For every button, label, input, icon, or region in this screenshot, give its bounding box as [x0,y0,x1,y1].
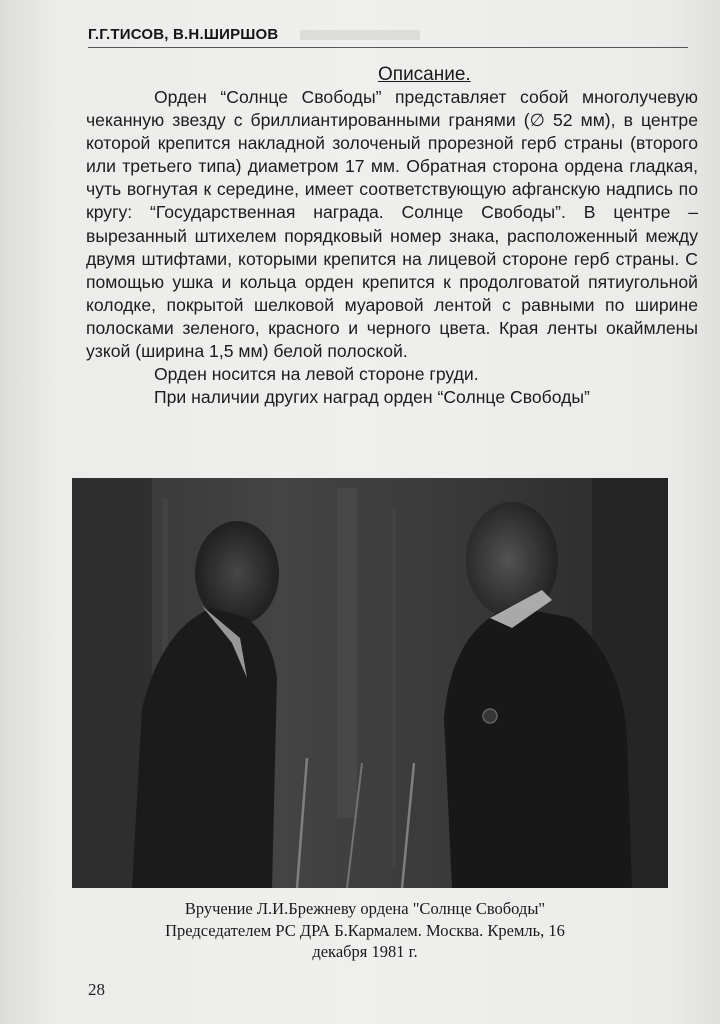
caption-line: декабря 1981 г. [312,942,418,961]
running-header-authors: Г.Г.ТИСОВ, В.Н.ШИРШОВ [88,26,279,43]
section-title: Описание. [378,64,471,85]
award-ceremony-photo [72,478,668,888]
page-number: 28 [88,980,105,999]
paragraph-other-awards: При наличии других наград орден “Солнце Свободы” [154,387,590,408]
article-body [86,86,698,409]
photo-caption [80,898,650,963]
caption-line: Вручение Л.И.Брежневу ордена "Солнце Свободы" [184,899,546,918]
photo-scene [72,478,668,888]
bleed-through-mark [300,30,420,40]
paragraph-wearing: Орден носится на левой стороне груди. [154,364,479,385]
header-rule [88,47,688,48]
caption-line: Председателем РС ДРА Б.Кармалем. Москва. Кремль, 16 [165,920,565,940]
paragraph-description: Орден “Солнце Свободы” представляет собой многолучевую чеканную звезду с бриллиантированными гранями (∅ 52 мм), в центре которой крепится накладной золоченый прорезной герб страны (второго или третьего типа) диаметром 17 мм. Обратная сторона ордена гладкая, чуть вогнутая к середине, имеет соответствующую афганскую надпись по кругу: “Государственная награда. Солнце Свободы”. В центре – вырезанный штихелем порядковый номер знака, расположенный между двумя штифтами, которыми крепится на лицевой стороне герб страны. С помощью ушка и кольца орден крепится к продолговатой пятиугольной колодке, покрытой шелковой муаровой лентой с равными по ширине полосками зеленого, красного и черного цвета. Края ленты окаймлены узкой (ширина 1,5 мм) белой полоской. [86,87,698,362]
